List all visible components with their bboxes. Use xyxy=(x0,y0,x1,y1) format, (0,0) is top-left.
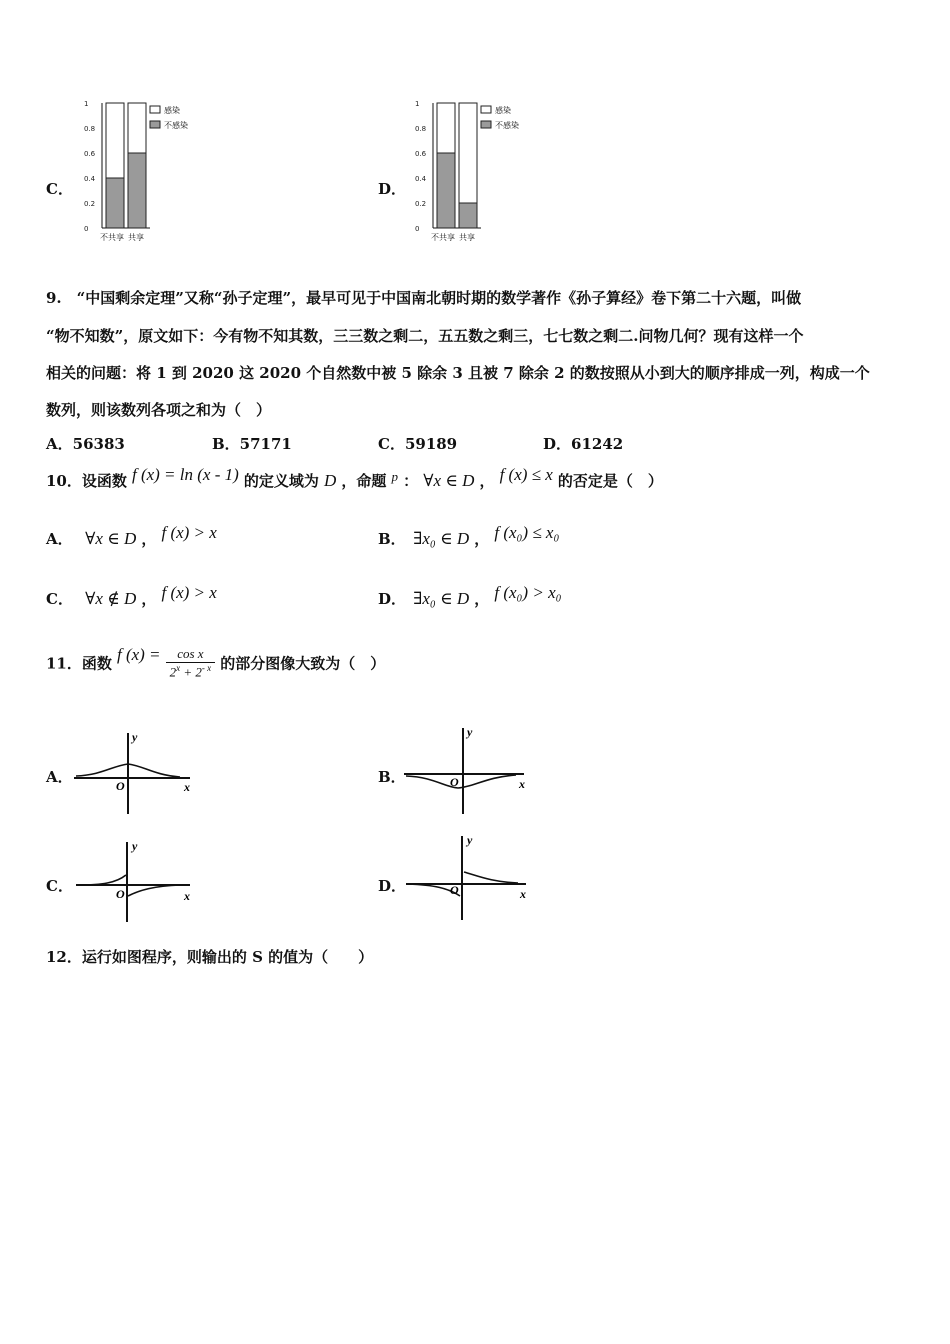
q10-suffix: 的否定是（ ） xyxy=(557,472,663,490)
x-axis-label: x xyxy=(519,777,525,791)
q11-graph-d xyxy=(404,832,539,924)
q9-option-c: C．59189 xyxy=(378,435,458,453)
q10-domain: D xyxy=(324,471,337,490)
q10-option-d-quantifier: ∃x₀ ∈ D xyxy=(413,589,470,608)
y-tick-label: 0.2 xyxy=(415,200,427,208)
q9-option-d: D．61242 xyxy=(543,435,624,453)
q10-mid-1: 的定义域为 xyxy=(243,472,319,490)
q11-option-b-label: B． xyxy=(378,768,406,786)
q10-option-a-label: A． xyxy=(46,530,73,548)
q10-comma: ， xyxy=(479,472,495,490)
y-tick-label: 1 xyxy=(84,100,89,108)
q9-option-b: B．57171 xyxy=(212,435,292,453)
q10-option-d-comma: ， xyxy=(474,590,490,608)
q9-line-1: 9. “中国剩余定理”又称“孙子定理”，最早可见于中国南北朝时期的数学著作《孙子算经》卷下第二十六题，叫做 xyxy=(46,289,802,307)
y-tick-label: 0.6 xyxy=(415,150,427,158)
legend-swatch-infected xyxy=(150,106,160,113)
x-axis-label: x xyxy=(184,780,190,794)
legend-swatch-infected xyxy=(481,106,491,113)
q10-proposition-p: p xyxy=(391,469,398,484)
legend-label-uninfected: 不感染 xyxy=(164,121,188,130)
y-tick-label: 0 xyxy=(84,225,89,233)
legend-label-uninfected: 不感染 xyxy=(495,121,519,130)
q11-option-d-label: D． xyxy=(378,877,407,895)
q11-fraction xyxy=(166,646,216,680)
y-axis-label: y xyxy=(132,839,138,853)
q10-option-b-quantifier: ∃x₀ ∈ D xyxy=(413,529,470,548)
q9-line-4: 数列，则该数列各项之和为（ ） xyxy=(46,401,272,419)
x-category-label-2: 共享 xyxy=(128,233,144,242)
y-tick-label: 0.4 xyxy=(415,175,427,183)
y-tick-label: 1 xyxy=(415,100,420,108)
legend-swatch-uninfected xyxy=(481,121,491,128)
y-tick-label: 0.4 xyxy=(84,175,96,183)
origin-label: O xyxy=(450,775,459,789)
q10-option-a-formula: f (x) > x xyxy=(161,523,217,542)
q10-option-d-label: D． xyxy=(378,590,407,608)
legend-label-infected: 感染 xyxy=(164,106,180,115)
legend-label-infected: 感染 xyxy=(495,106,511,115)
curve-left xyxy=(78,875,126,885)
q11-suffix: 的部分图像大致为（ ） xyxy=(220,654,386,673)
origin-label: O xyxy=(450,883,459,897)
q11-denominator: $2^x + 2^{- x}$ xyxy=(169,663,212,680)
q11-prefix: 11．函数 xyxy=(46,654,112,673)
q11-stem xyxy=(46,646,385,680)
q10-prefix: 10．设函数 xyxy=(46,472,127,490)
bar-uninfected-2 xyxy=(459,203,477,228)
y-tick-label: 0 xyxy=(415,225,420,233)
q10-option-a xyxy=(46,523,217,549)
curve-right xyxy=(128,885,180,896)
q12-text: 12．运行如图程序，则输出的 S 的值为（ ） xyxy=(46,948,374,966)
x-axis-label: x xyxy=(184,889,190,903)
q10-stem xyxy=(46,465,663,491)
q11-option-c-label: C． xyxy=(46,877,73,895)
q10-option-c-comma: ， xyxy=(141,590,157,608)
q10-forall: ∀x ∈ D xyxy=(423,471,475,490)
q10-option-b xyxy=(378,523,560,549)
curve-right xyxy=(464,872,518,883)
q11-graph-a xyxy=(72,728,202,818)
q10-option-b-comma: ， xyxy=(474,530,490,548)
q10-option-a-quantifier: ∀x ∈ D xyxy=(85,529,137,548)
q8-option-d-label: D． xyxy=(378,180,407,198)
origin-label: O xyxy=(116,779,125,793)
legend-swatch-uninfected xyxy=(150,121,160,128)
y-axis-label: y xyxy=(132,730,138,744)
q11-graph-b xyxy=(402,724,537,818)
origin-label: O xyxy=(116,887,125,901)
q9-option-a: A．56383 xyxy=(46,435,125,453)
bar-uninfected-1 xyxy=(106,178,124,228)
x-category-label-1: 不共享 xyxy=(431,233,455,242)
q8-option-c-label: C． xyxy=(46,180,73,198)
q10-option-c xyxy=(46,583,217,609)
q10-function: f (x) = ln (x - 1) xyxy=(131,465,239,484)
bar-uninfected-1 xyxy=(437,153,455,228)
x-category-label-1: 不共享 xyxy=(100,233,124,242)
curve xyxy=(406,775,516,788)
q10-option-c-quantifier: ∀x ∉ D xyxy=(85,589,137,608)
y-axis-label: y xyxy=(467,833,473,847)
bar-uninfected-2 xyxy=(128,153,146,228)
q10-colon: ： xyxy=(403,472,419,490)
x-category-label-2: 共享 xyxy=(459,233,475,242)
q10-proposition: f (x) ≤ x xyxy=(499,465,553,484)
x-axis-label: x xyxy=(520,887,526,901)
q11-numerator: cos x xyxy=(166,646,216,663)
y-tick-label: 0.8 xyxy=(84,125,96,133)
q10-option-c-label: C． xyxy=(46,590,73,608)
q10-option-b-label: B． xyxy=(378,530,406,548)
q8-chart-c xyxy=(82,96,212,256)
q10-option-a-comma: ， xyxy=(141,530,157,548)
q10-mid-2: ，命题 xyxy=(341,472,387,490)
q9-line-2: “物不知数”，原文如下：今有物不知其数，三三数之剩二，五五数之剩三，七七数之剩二.问物几何？现有这样一个 xyxy=(46,327,804,345)
q11-graph-c xyxy=(74,838,204,924)
q10-option-d-formula: f (x₀) > x₀ xyxy=(494,583,562,602)
q10-option-c-formula: f (x) > x xyxy=(161,583,217,602)
q10-option-d xyxy=(378,583,562,609)
q10-option-b-formula: f (x₀) ≤ x₀ xyxy=(494,523,560,542)
y-tick-label: 0.6 xyxy=(84,150,96,158)
y-tick-label: 0.2 xyxy=(84,200,96,208)
q11-option-a-label: A． xyxy=(46,768,73,786)
y-axis-label: y xyxy=(467,725,473,739)
y-tick-label: 0.8 xyxy=(415,125,427,133)
q9-line-3: 相关的问题：将 1 到 2020 这 2020 个自然数中被 5 除余 3 且被 7 除余 2 的数按照从小到大的顺序排成一列，构成一个 xyxy=(46,364,870,382)
q11-lhs: f (x) = xyxy=(116,645,161,665)
q8-chart-d xyxy=(413,96,543,256)
